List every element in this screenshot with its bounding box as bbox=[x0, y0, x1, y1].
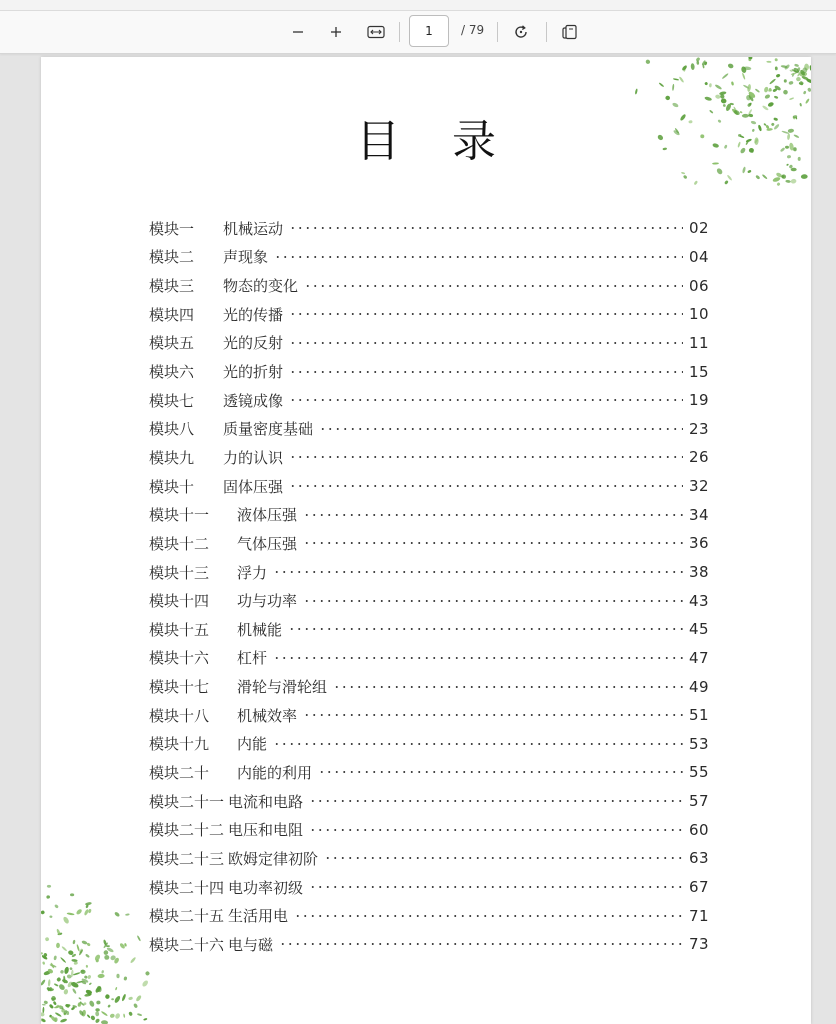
toc-module-label: 模块二十四 bbox=[149, 878, 225, 897]
toc-module-label: 模块一 bbox=[149, 219, 195, 238]
toc-entry[interactable] bbox=[149, 443, 709, 472]
toc-entry[interactable] bbox=[149, 873, 709, 902]
toc-entry-title: 机械效率 bbox=[237, 706, 298, 725]
toc-leader-dots bbox=[274, 256, 683, 258]
toolbar-separator bbox=[399, 22, 400, 42]
toc-module-label: 模块十五 bbox=[149, 620, 210, 639]
toc-module-label: 模块十九 bbox=[149, 735, 210, 754]
toc-module-label: 模块四 bbox=[149, 305, 195, 324]
toolbar-separator bbox=[546, 22, 547, 42]
toc-leader-dots bbox=[318, 771, 683, 773]
page-number-input[interactable] bbox=[409, 15, 449, 47]
toc-title: 目录 bbox=[356, 116, 548, 167]
toc-entry[interactable] bbox=[149, 701, 709, 730]
toc-entry-title: 光的反射 bbox=[223, 334, 284, 353]
toc-entry[interactable] bbox=[149, 558, 709, 587]
toc-module-label: 模块九 bbox=[149, 448, 195, 467]
toc-page-number: 49 bbox=[689, 677, 710, 696]
toc-module-label: 模块七 bbox=[149, 391, 195, 410]
fit-width-icon bbox=[367, 25, 385, 39]
toc-module-label: 模块十一 bbox=[149, 506, 210, 525]
page-total-label: / 79 bbox=[461, 23, 485, 37]
toc-page-number: 06 bbox=[689, 276, 710, 295]
toc-entry[interactable] bbox=[149, 787, 709, 816]
toc-leader-dots bbox=[303, 514, 683, 516]
rotate-icon bbox=[512, 23, 530, 41]
toc-leader-dots bbox=[289, 456, 683, 458]
toc-entry[interactable] bbox=[149, 243, 709, 272]
toc-module-label: 模块十七 bbox=[149, 678, 210, 697]
toc-leader-dots bbox=[289, 227, 683, 229]
toc-page-number: 36 bbox=[689, 534, 710, 553]
toc-page-number: 51 bbox=[689, 706, 710, 725]
toc-page-number: 32 bbox=[689, 477, 710, 496]
pdf-page bbox=[41, 57, 811, 1024]
toc-leader-dots bbox=[289, 371, 683, 373]
toc-page-number: 19 bbox=[689, 391, 710, 410]
toc-entry-title: 电功率初级 bbox=[228, 878, 304, 897]
toc-leader-dots bbox=[303, 714, 683, 716]
toc-entry-title: 机械运动 bbox=[223, 219, 284, 238]
toc-page-number: 10 bbox=[689, 305, 710, 324]
toc-entry[interactable] bbox=[149, 815, 709, 844]
toc-module-label: 模块十六 bbox=[149, 649, 210, 668]
toc-leader-dots bbox=[289, 399, 683, 401]
toc-entry-title: 固体压强 bbox=[223, 477, 284, 496]
toc-entry[interactable] bbox=[149, 214, 709, 243]
toc-entry[interactable] bbox=[149, 329, 709, 358]
toc-page-number: 43 bbox=[689, 591, 710, 610]
toc-entry[interactable] bbox=[149, 672, 709, 701]
toc-module-label: 模块十四 bbox=[149, 592, 210, 611]
pdf-toolbar bbox=[0, 11, 836, 54]
toc-leader-dots bbox=[304, 285, 683, 287]
toc-entry-title: 电与磁 bbox=[228, 935, 274, 954]
toc-entry-title: 物态的变化 bbox=[223, 277, 299, 296]
toc-module-label: 模块三 bbox=[149, 277, 195, 296]
toc-leader-dots bbox=[273, 657, 683, 659]
toc-module-label: 模块十三 bbox=[149, 563, 210, 582]
toc-page-number: 55 bbox=[689, 763, 710, 782]
toc-page-number: 67 bbox=[689, 878, 710, 897]
toc-leader-dots bbox=[289, 485, 683, 487]
toc-entry-title: 液体压强 bbox=[237, 506, 298, 525]
toc-page-number: 04 bbox=[689, 247, 710, 266]
toc-leader-dots bbox=[324, 857, 683, 859]
toc-entry-title: 机械能 bbox=[237, 620, 283, 639]
toc-entry-title: 杠杆 bbox=[237, 649, 268, 668]
toc-module-label: 模块十 bbox=[149, 477, 195, 496]
toc-page-number: 11 bbox=[689, 333, 710, 352]
toc-entry[interactable] bbox=[149, 300, 709, 329]
toc-module-label: 模块二十六 bbox=[149, 935, 225, 954]
toc-entry-title: 声现象 bbox=[223, 248, 269, 267]
toc-entry[interactable] bbox=[149, 386, 709, 415]
toc-entry[interactable] bbox=[149, 271, 709, 300]
toc-module-label: 模块二 bbox=[149, 248, 195, 267]
toc-leader-dots bbox=[303, 542, 683, 544]
toc-entry[interactable] bbox=[149, 500, 709, 529]
toc-leader-dots bbox=[289, 313, 683, 315]
toc-entry-title: 浮力 bbox=[237, 563, 268, 582]
toc-module-label: 模块八 bbox=[149, 420, 195, 439]
toc-entry[interactable] bbox=[149, 472, 709, 501]
toc-page-number: 71 bbox=[689, 906, 710, 925]
toc-page-number: 47 bbox=[689, 648, 710, 667]
toc-leader-dots bbox=[303, 600, 683, 602]
toc-entry[interactable] bbox=[149, 730, 709, 759]
toc-entry[interactable] bbox=[149, 644, 709, 673]
toolbar-separator bbox=[497, 22, 498, 42]
toc-entry-title: 滑轮与滑轮组 bbox=[237, 678, 328, 697]
toc-leader-dots bbox=[309, 829, 683, 831]
toc-page-number: 63 bbox=[689, 849, 710, 868]
toc-entry-title: 欧姆定律初阶 bbox=[228, 849, 319, 868]
toc-entry-title: 光的折射 bbox=[223, 363, 284, 382]
toc-entry[interactable] bbox=[149, 930, 709, 959]
toc-leader-dots bbox=[333, 686, 683, 688]
toc-module-label: 模块十八 bbox=[149, 706, 210, 725]
leaf-decoration-bottom-left bbox=[41, 879, 151, 1024]
toc-page-number: 23 bbox=[689, 419, 710, 438]
zoom-out-icon bbox=[291, 25, 305, 39]
toc-list bbox=[149, 214, 709, 959]
toc-entry[interactable] bbox=[149, 357, 709, 386]
toc-page-number: 34 bbox=[689, 505, 710, 524]
toc-entry-title: 内能的利用 bbox=[237, 763, 313, 782]
toc-entry-title: 质量密度基础 bbox=[223, 420, 314, 439]
toc-entry-title: 生活用电 bbox=[228, 907, 289, 926]
toc-module-label: 模块二十二 bbox=[149, 821, 225, 840]
toc-module-label: 模块二十一 bbox=[149, 792, 225, 811]
toc-entry[interactable] bbox=[149, 901, 709, 930]
toc-entry-title: 电压和电阻 bbox=[228, 821, 304, 840]
toc-entry[interactable] bbox=[149, 586, 709, 615]
toc-page-number: 45 bbox=[689, 620, 710, 639]
toc-leader-dots bbox=[289, 342, 683, 344]
toc-entry[interactable] bbox=[149, 758, 709, 787]
toc-entry-title: 光的传播 bbox=[223, 305, 284, 324]
toc-entry[interactable] bbox=[149, 529, 709, 558]
toc-page-number: 26 bbox=[689, 448, 710, 467]
toc-entry-title: 透镜成像 bbox=[223, 391, 284, 410]
toc-entry-title: 电流和电路 bbox=[228, 792, 304, 811]
toc-leader-dots bbox=[273, 571, 683, 573]
zoom-in-button[interactable] bbox=[321, 17, 351, 47]
toc-module-label: 模块六 bbox=[149, 363, 195, 382]
toc-module-label: 模块十二 bbox=[149, 534, 210, 553]
toc-leader-dots bbox=[309, 886, 683, 888]
zoom-out-button[interactable] bbox=[283, 17, 313, 47]
toc-entry[interactable] bbox=[149, 414, 709, 443]
toc-module-label: 模块二十 bbox=[149, 763, 210, 782]
zoom-in-icon bbox=[329, 25, 343, 39]
toc-entry-title: 功与功率 bbox=[237, 592, 298, 611]
window-top-strip bbox=[0, 0, 836, 11]
toc-page-number: 53 bbox=[689, 734, 710, 753]
toc-entry-title: 内能 bbox=[237, 735, 268, 754]
toc-entry[interactable] bbox=[149, 844, 709, 873]
toc-entry[interactable] bbox=[149, 615, 709, 644]
toc-module-label: 模块二十五 bbox=[149, 907, 225, 926]
toc-leader-dots bbox=[273, 743, 683, 745]
toc-leader-dots bbox=[279, 943, 683, 945]
toc-module-label: 模块二十三 bbox=[149, 849, 225, 868]
rotate-button[interactable] bbox=[506, 17, 536, 47]
page-view-icon bbox=[561, 24, 579, 40]
toc-page-number: 38 bbox=[689, 563, 710, 581]
toc-entry-title: 力的认识 bbox=[223, 448, 284, 467]
toc-leader-dots bbox=[294, 915, 683, 917]
toc-entry-title: 气体压强 bbox=[237, 534, 298, 553]
toc-page-number: 57 bbox=[689, 792, 710, 811]
page-view-button[interactable] bbox=[555, 17, 585, 47]
toc-page-number: 60 bbox=[689, 820, 710, 839]
toc-page-number: 15 bbox=[689, 362, 710, 381]
toc-leader-dots bbox=[309, 800, 683, 802]
toc-page-number: 73 bbox=[689, 935, 710, 954]
toc-page-number: 02 bbox=[689, 219, 710, 238]
toc-module-label: 模块五 bbox=[149, 334, 195, 353]
toc-leader-dots bbox=[288, 628, 683, 630]
toc-leader-dots bbox=[319, 428, 683, 430]
fit-width-button[interactable] bbox=[361, 17, 391, 47]
